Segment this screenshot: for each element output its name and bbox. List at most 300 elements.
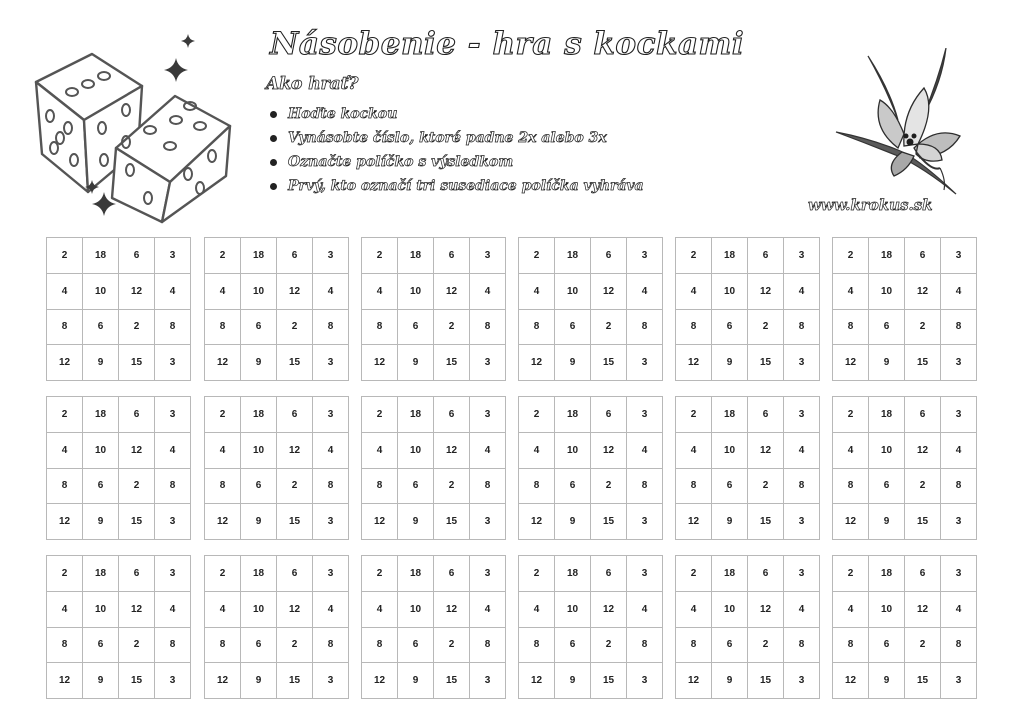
board-cell[interactable]: 8 [847,639,854,651]
board-cell[interactable]: 10 [711,592,747,627]
board-cell[interactable]: 4 [783,274,819,309]
board-cell[interactable]: 15 [276,663,312,698]
board-cell[interactable]: 9 [554,504,590,539]
board-cell[interactable]: 10 [397,274,433,309]
board-cell[interactable]: 8 [847,480,854,492]
board-cell[interactable]: 8 [690,321,697,333]
board-cell[interactable]: 3 [312,504,348,539]
board-cell[interactable]: 4 [783,592,819,627]
board-cell[interactable]: 3 [154,397,190,432]
board-cell[interactable]: 2 [219,249,226,261]
board-cell[interactable]: 9 [397,504,433,539]
board-cell[interactable]: 9 [82,504,118,539]
board-cell[interactable]: 10 [711,274,747,309]
board-cell[interactable]: 15 [904,345,940,380]
board-cell[interactable]: 12 [433,433,469,468]
board-cell[interactable]: 15 [276,345,312,380]
board-cell[interactable]: 12 [216,675,229,687]
board-row [676,591,819,627]
board-cell[interactable]: 9 [711,504,747,539]
board-cell[interactable]: 10 [240,274,276,309]
board-cell[interactable]: 2 [590,469,626,504]
board-cell[interactable]: 12 [373,516,386,528]
board-cell[interactable]: 2 [433,469,469,504]
board-cell[interactable]: 3 [626,556,662,591]
board-cell[interactable]: 18 [711,397,747,432]
board-cell[interactable]: 3 [940,556,976,591]
board-cell[interactable]: 3 [154,345,190,380]
board-cell[interactable]: 9 [397,663,433,698]
board-cell[interactable]: 10 [868,592,904,627]
board-cell[interactable]: 8 [626,628,662,663]
board-cell[interactable]: 3 [783,556,819,591]
board-cell[interactable]: 9 [240,345,276,380]
board-cell[interactable]: 6 [276,556,312,591]
board-cell[interactable]: 6 [433,397,469,432]
board-cell[interactable]: 2 [533,249,540,261]
board-cell[interactable]: 9 [868,504,904,539]
board-cell[interactable]: 4 [940,433,976,468]
board-cell[interactable]: 6 [118,238,154,273]
board-cell[interactable]: 18 [554,397,590,432]
board-cell[interactable]: 2 [433,310,469,345]
board-cell[interactable]: 2 [904,628,940,663]
board-cell[interactable]: 4 [847,444,854,456]
board-row [47,556,190,591]
board-cell[interactable]: 3 [469,556,505,591]
board-cell[interactable]: 2 [61,408,68,420]
board-cell[interactable]: 10 [240,433,276,468]
board-cell[interactable]: 2 [747,628,783,663]
board-cell[interactable]: 6 [118,556,154,591]
bingo-board [46,396,191,540]
board-cell[interactable]: 2 [276,310,312,345]
board-cell[interactable]: 9 [868,663,904,698]
board-row [833,273,976,309]
board-cell[interactable]: 4 [626,433,662,468]
board-cell[interactable]: 8 [312,310,348,345]
board-cell[interactable]: 8 [61,639,68,651]
board-cell[interactable]: 9 [397,345,433,380]
board-cell[interactable]: 3 [469,504,505,539]
board-cell[interactable]: 18 [868,556,904,591]
board-cell[interactable]: 6 [397,628,433,663]
board-cell[interactable]: 8 [783,469,819,504]
board-cell[interactable]: 12 [58,516,71,528]
board-cell[interactable]: 3 [940,345,976,380]
board-cell[interactable]: 3 [469,238,505,273]
board-cell[interactable]: 15 [433,504,469,539]
board-cell[interactable]: 8 [219,480,226,492]
board-cell[interactable]: 8 [847,321,854,333]
board-cell[interactable]: 6 [590,556,626,591]
board-cell[interactable]: 8 [626,310,662,345]
board-cell[interactable]: 4 [61,444,68,456]
board-cell[interactable]: 6 [240,469,276,504]
board-cell[interactable]: 3 [312,556,348,591]
board-cell[interactable]: 4 [626,274,662,309]
board-cell[interactable]: 9 [868,345,904,380]
board-cell[interactable]: 6 [868,469,904,504]
board-cell[interactable]: 4 [469,592,505,627]
board-cell[interactable]: 12 [747,274,783,309]
board-cell[interactable]: 6 [433,556,469,591]
board-cell[interactable]: 8 [312,469,348,504]
board-cell[interactable]: 6 [747,556,783,591]
board-cell[interactable]: 12 [590,433,626,468]
board-cell[interactable]: 4 [533,603,540,615]
board-cell[interactable]: 3 [312,238,348,273]
board-cell[interactable]: 8 [940,628,976,663]
board-cell[interactable]: 2 [219,408,226,420]
board-cell[interactable]: 12 [844,675,857,687]
board-cell[interactable]: 4 [690,603,697,615]
board-cell[interactable]: 9 [240,504,276,539]
board-cell[interactable]: 8 [533,480,540,492]
board-cell[interactable]: 2 [847,408,854,420]
board-cell[interactable]: 3 [469,663,505,698]
board-cell[interactable]: 15 [590,663,626,698]
board-cell[interactable]: 6 [433,238,469,273]
board-cell[interactable]: 10 [397,592,433,627]
board-cell[interactable]: 6 [711,469,747,504]
board-cell[interactable]: 6 [868,310,904,345]
board-cell[interactable]: 2 [690,567,697,579]
board-cell[interactable]: 6 [397,469,433,504]
board-cell[interactable]: 12 [687,516,700,528]
board-cell[interactable]: 2 [276,469,312,504]
board-cell[interactable]: 12 [530,675,543,687]
board-cell[interactable]: 6 [82,628,118,663]
board-cell[interactable]: 9 [82,663,118,698]
board-cell[interactable]: 3 [469,345,505,380]
board-cell[interactable]: 6 [904,238,940,273]
board-cell[interactable]: 10 [554,274,590,309]
board-cell[interactable]: 6 [590,238,626,273]
board-cell[interactable]: 12 [844,357,857,369]
board-cell[interactable]: 4 [154,433,190,468]
board-cell[interactable]: 2 [904,310,940,345]
board-cell[interactable]: 4 [469,274,505,309]
board-cell[interactable]: 3 [312,397,348,432]
board-cell[interactable]: 12 [687,675,700,687]
board-cell[interactable]: 12 [276,592,312,627]
board-cell[interactable]: 4 [312,592,348,627]
board-cell[interactable]: 8 [61,480,68,492]
board-cell[interactable]: 2 [533,567,540,579]
board-cell[interactable]: 4 [219,285,226,297]
board-row [205,556,348,591]
board-cell[interactable]: 3 [626,238,662,273]
board-cell[interactable]: 6 [868,628,904,663]
board-cell[interactable]: 12 [276,274,312,309]
board-cell[interactable]: 8 [940,469,976,504]
board-cell[interactable]: 2 [433,628,469,663]
board-cell[interactable]: 18 [240,397,276,432]
board-cell[interactable]: 12 [904,592,940,627]
board-cell[interactable]: 10 [868,274,904,309]
board-cell[interactable]: 12 [904,274,940,309]
board-cell[interactable]: 4 [940,592,976,627]
board-cell[interactable]: 12 [216,516,229,528]
board-cell[interactable]: 15 [276,504,312,539]
board-cell[interactable]: 18 [554,238,590,273]
board-cell[interactable]: 12 [216,357,229,369]
board-cell[interactable]: 12 [904,433,940,468]
board-cell[interactable]: 3 [783,504,819,539]
board-cell[interactable]: 4 [533,285,540,297]
board-cell[interactable]: 12 [118,274,154,309]
board-cell[interactable]: 3 [312,663,348,698]
board-cell[interactable]: 4 [847,603,854,615]
board-cell[interactable]: 6 [747,397,783,432]
board-cell[interactable]: 8 [154,469,190,504]
board-cell[interactable]: 10 [397,433,433,468]
board-cell[interactable]: 4 [783,433,819,468]
board-cell[interactable]: 12 [530,516,543,528]
board-cell[interactable]: 4 [154,274,190,309]
board-cell[interactable]: 2 [690,408,697,420]
board-cell[interactable]: 2 [376,249,383,261]
board-cell[interactable]: 12 [373,357,386,369]
board-cell[interactable]: 12 [590,592,626,627]
board-cell[interactable]: 8 [376,639,383,651]
board-cell[interactable]: 12 [590,274,626,309]
board-cell[interactable]: 12 [58,357,71,369]
board-cell[interactable]: 12 [118,433,154,468]
board-cell[interactable]: 3 [154,663,190,698]
board-cell[interactable]: 9 [554,663,590,698]
board-cell[interactable]: 2 [690,249,697,261]
board-cell[interactable]: 8 [219,321,226,333]
board-cell[interactable]: 8 [533,321,540,333]
board-cell[interactable]: 15 [433,663,469,698]
board-cell[interactable]: 3 [940,397,976,432]
board-cell[interactable]: 2 [904,469,940,504]
board-cell[interactable]: 10 [554,433,590,468]
board-cell[interactable]: 4 [690,444,697,456]
board-cell[interactable]: 3 [469,397,505,432]
board-cell[interactable]: 6 [590,397,626,432]
page-title: Násobenie - hra s kockami [270,26,745,62]
board-cell[interactable]: 18 [397,397,433,432]
board-cell[interactable]: 10 [82,274,118,309]
board-cell[interactable]: 6 [711,628,747,663]
board-cell[interactable]: 15 [433,345,469,380]
board-cell[interactable]: 8 [469,469,505,504]
board-cell[interactable]: 9 [554,345,590,380]
board-cell[interactable]: 2 [276,628,312,663]
board-cell[interactable]: 3 [154,556,190,591]
board-cell[interactable]: 18 [554,556,590,591]
board-cell[interactable]: 12 [58,675,71,687]
board-cell[interactable]: 8 [312,628,348,663]
board-cell[interactable]: 3 [626,504,662,539]
board-cell[interactable]: 15 [904,504,940,539]
board-cell[interactable]: 2 [590,310,626,345]
board-cell[interactable]: 12 [747,433,783,468]
board-cell[interactable]: 15 [118,345,154,380]
board-cell[interactable]: 6 [904,556,940,591]
board-cell[interactable]: 10 [82,433,118,468]
board-cell[interactable]: 6 [82,310,118,345]
board-row [362,238,505,273]
board-cell[interactable]: 6 [711,310,747,345]
board-cell[interactable]: 18 [240,556,276,591]
board-cell[interactable]: 4 [626,592,662,627]
board-cell[interactable]: 2 [533,408,540,420]
board-cell[interactable]: 15 [904,663,940,698]
board-cell[interactable]: 2 [747,310,783,345]
board-cell[interactable]: 4 [376,285,383,297]
board-cell[interactable]: 9 [711,663,747,698]
board-cell[interactable]: 15 [747,504,783,539]
board-cell[interactable]: 18 [397,556,433,591]
board-cell[interactable]: 6 [554,469,590,504]
board-cell[interactable]: 10 [711,433,747,468]
board-cell[interactable]: 10 [554,592,590,627]
board-cell[interactable]: 15 [118,663,154,698]
board-cell[interactable]: 2 [118,469,154,504]
board-cell[interactable]: 3 [783,345,819,380]
board-cell[interactable]: 12 [747,592,783,627]
board-cell[interactable]: 6 [82,469,118,504]
board-cell[interactable]: 18 [711,238,747,273]
board-cell[interactable]: 3 [312,345,348,380]
board-cell[interactable]: 3 [940,663,976,698]
board-cell[interactable]: 10 [868,433,904,468]
board-cell[interactable]: 18 [82,556,118,591]
board-cell[interactable]: 4 [690,285,697,297]
board-cell[interactable]: 6 [276,397,312,432]
board-row [676,468,819,504]
board-cell[interactable]: 15 [747,345,783,380]
board-cell[interactable]: 15 [590,345,626,380]
board-cell[interactable]: 15 [118,504,154,539]
board-cell[interactable]: 15 [590,504,626,539]
board-cell[interactable]: 2 [219,567,226,579]
board-cell[interactable]: 4 [219,603,226,615]
board-cell[interactable]: 4 [940,274,976,309]
board-cell[interactable]: 3 [783,238,819,273]
board-cell[interactable]: 2 [118,628,154,663]
board-cell[interactable]: 8 [376,480,383,492]
board-cell[interactable]: 12 [844,516,857,528]
board-cell[interactable]: 8 [626,469,662,504]
board-cell[interactable]: 12 [687,357,700,369]
board-cell[interactable]: 4 [376,444,383,456]
board-cell[interactable]: 3 [940,504,976,539]
board-cell[interactable]: 3 [940,238,976,273]
board-cell[interactable]: 6 [240,310,276,345]
bingo-board [518,555,663,699]
board-cell[interactable]: 10 [82,592,118,627]
board-cell[interactable]: 18 [711,556,747,591]
board-cell[interactable]: 4 [847,285,854,297]
board-cell[interactable]: 8 [533,639,540,651]
board-cell[interactable]: 8 [783,628,819,663]
board-row [362,273,505,309]
board-cell[interactable]: 12 [373,675,386,687]
board-cell[interactable]: 6 [554,310,590,345]
board-cell[interactable]: 4 [219,444,226,456]
board-cell[interactable]: 2 [747,469,783,504]
board-cell[interactable]: 8 [154,628,190,663]
board-cell[interactable]: 8 [469,310,505,345]
board-cell[interactable]: 3 [783,663,819,698]
board-cell[interactable]: 12 [530,357,543,369]
board-cell[interactable]: 2 [847,567,854,579]
board-cell[interactable]: 2 [847,249,854,261]
board-cell[interactable]: 15 [747,663,783,698]
board-cell[interactable]: 9 [240,663,276,698]
board-cell[interactable]: 3 [154,238,190,273]
board-cell[interactable]: 3 [783,397,819,432]
board-cell[interactable]: 12 [433,592,469,627]
board-cell[interactable]: 6 [276,238,312,273]
board-cell[interactable]: 18 [397,238,433,273]
board-cell[interactable]: 2 [61,249,68,261]
board-cell[interactable]: 3 [626,345,662,380]
board-cell[interactable]: 10 [240,592,276,627]
board-cell[interactable]: 18 [868,397,904,432]
board-cell[interactable]: 9 [82,345,118,380]
website-link[interactable]: www.krokus.sk [808,196,933,214]
board-cell[interactable]: 18 [240,238,276,273]
board-cell[interactable]: 2 [376,408,383,420]
board-cell[interactable]: 6 [118,397,154,432]
board-cell[interactable]: 2 [118,310,154,345]
board-cell[interactable]: 4 [154,592,190,627]
board-cell[interactable]: 2 [590,628,626,663]
board-cell[interactable]: 8 [940,310,976,345]
board-cell[interactable]: 3 [626,663,662,698]
board-cell[interactable]: 18 [868,238,904,273]
board-cell[interactable]: 4 [376,603,383,615]
board-cell[interactable]: 6 [397,310,433,345]
board-cell[interactable]: 4 [312,274,348,309]
board-cell[interactable]: 4 [312,433,348,468]
board-cell[interactable]: 2 [376,567,383,579]
board-row [47,238,190,273]
board-cell[interactable]: 4 [61,285,68,297]
board-cell[interactable]: 12 [433,274,469,309]
board-cell[interactable]: 6 [904,397,940,432]
board-cell[interactable]: 6 [240,628,276,663]
board-cell[interactable]: 6 [747,238,783,273]
board-cell[interactable]: 12 [276,433,312,468]
board-cell[interactable]: 2 [61,567,68,579]
board-cell[interactable]: 8 [469,628,505,663]
board-cell[interactable]: 8 [61,321,68,333]
board-cell[interactable]: 8 [783,310,819,345]
board-cell[interactable]: 4 [469,433,505,468]
board-cell[interactable]: 6 [554,628,590,663]
board-cell[interactable]: 3 [154,504,190,539]
board-cell[interactable]: 4 [61,603,68,615]
board-cell[interactable]: 12 [118,592,154,627]
board-cell[interactable]: 8 [376,321,383,333]
board-cell[interactable]: 8 [154,310,190,345]
board-cell[interactable]: 3 [626,397,662,432]
board-cell[interactable]: 4 [533,444,540,456]
board-cell[interactable]: 8 [690,639,697,651]
board-cell[interactable]: 18 [82,238,118,273]
board-cell[interactable]: 18 [82,397,118,432]
board-cell[interactable]: 8 [219,639,226,651]
board-cell[interactable]: 8 [690,480,697,492]
board-cell[interactable]: 9 [711,345,747,380]
